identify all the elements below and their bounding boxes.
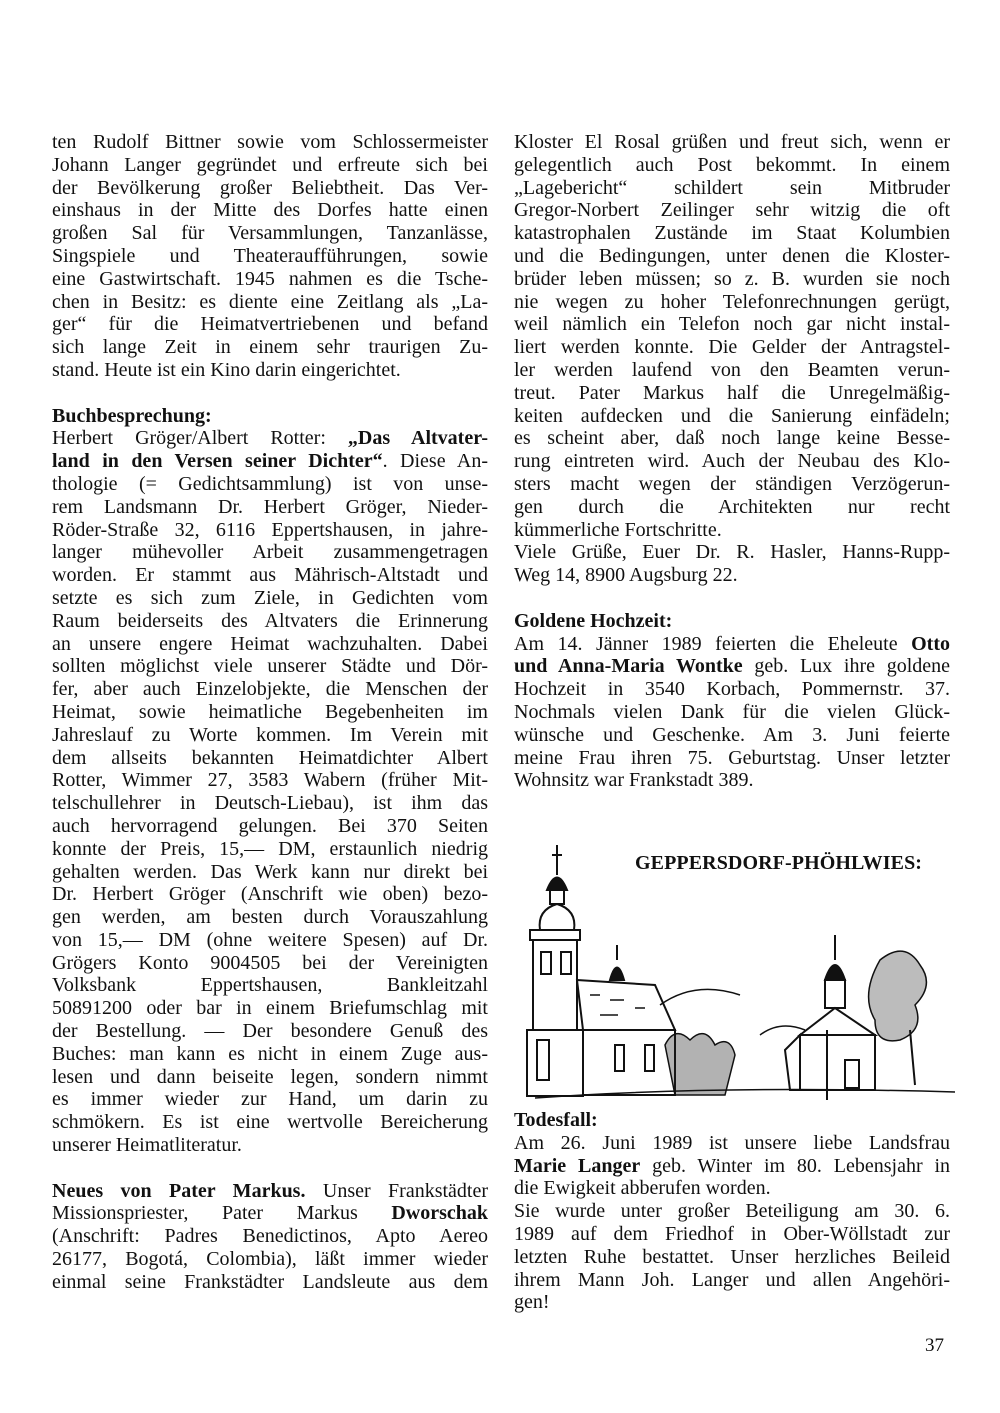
bold-text: Goldene Hochzeit: bbox=[514, 609, 673, 632]
text-segment: geb. Winter im 80. Lebensjahr in bbox=[640, 1154, 951, 1177]
text-line bbox=[52, 450, 488, 473]
text-line: treut. Pater Markus half die Unregelmäßig- bbox=[514, 381, 950, 404]
text-line: Johann Langer gegründet und erfreute sich bei bbox=[52, 153, 488, 176]
paragraph bbox=[52, 131, 488, 382]
bold-text: Todesfall: bbox=[514, 1109, 598, 1131]
text-line: liert werden konnte. Die Gelder der Antragstel- bbox=[514, 336, 950, 359]
text-line bbox=[514, 610, 950, 633]
text-line: einmal seine Frankstädter Landsleute aus dem bbox=[52, 1270, 488, 1293]
blank-line bbox=[514, 587, 950, 610]
text-line: rem Landsmann Dr. Herbert Gröger, Nieder- bbox=[52, 495, 488, 518]
text-line: (Anschrift: Padres Benedictinos, Apto Aereo bbox=[52, 1225, 488, 1248]
text-line: chen in Besitz: es diente eine Zeitlang als „La- bbox=[52, 290, 488, 313]
text-line: worden. Er stammt aus Mährisch-Altstadt und bbox=[52, 564, 488, 587]
section-heading bbox=[52, 405, 488, 428]
text-line: und die Bedingungen, unter denen die Kloster- bbox=[514, 244, 950, 267]
text-line: sters macht wegen der ständigen Verzögerun- bbox=[514, 472, 950, 495]
geppersdorf-figure bbox=[515, 830, 960, 1105]
text-line: sollten möglichst viele unserer Städte und Dör- bbox=[52, 655, 488, 678]
text-line: auch hervorragend gelungen. Bei 370 Seiten bbox=[52, 814, 488, 837]
text-line: ler werden laufend von den Beamten verun- bbox=[514, 358, 950, 381]
text-line: Rotter, Wimmer 27, 3583 Wabern (früher Mit- bbox=[52, 769, 488, 792]
text-line: unserer Heimatliteratur. bbox=[52, 1134, 242, 1157]
text-line: stand. Heute ist ein Kino darin eingerichtet. bbox=[52, 358, 401, 381]
section-heading-geppersdorf: GEPPERSDORF-PHÖHLWIES: bbox=[635, 852, 923, 874]
blank-line bbox=[52, 1157, 488, 1180]
bold-text: und Anna-Maria Wontke bbox=[514, 655, 743, 678]
text-line: großen Sal für Versammlungen, Tanzanlässe, bbox=[52, 222, 488, 245]
text-line bbox=[514, 633, 950, 656]
text-line: schmökern. Es ist eine wertvolle Bereicherung bbox=[52, 1111, 488, 1134]
text-line bbox=[514, 1109, 950, 1132]
text-line: dem allseits bekannten Heimatdichter Albert bbox=[52, 746, 488, 769]
text-line: von 15,— DM (ohne weitere Spesen) auf Dr. bbox=[52, 928, 488, 951]
text-line: Grögers Konto 9004505 bei der Vereinigten bbox=[52, 951, 488, 974]
text-line: es scheint aber, daß noch lange keine Besse- bbox=[514, 427, 950, 450]
text-segment: Am 14. Jänner 1989 feierten die Eheleute bbox=[514, 632, 912, 655]
text-line: Singspiele und Theateraufführungen, sowie bbox=[52, 244, 488, 267]
text-line: Viele Grüße, Euer Dr. R. Hasler, Hanns-Rupp- bbox=[514, 541, 950, 564]
text-line: die Ewigkeit abberufen worden. bbox=[514, 1177, 771, 1200]
text-line: 26177, Bogotá, Colombia), läßt immer wieder bbox=[52, 1248, 488, 1271]
text-line bbox=[52, 405, 488, 428]
text-segment: geb. Lux ihre goldene bbox=[742, 655, 951, 678]
text-line: eine Gastwirtschaft. 1945 nahmen es die Tsche- bbox=[52, 267, 488, 290]
text-line: weil nämlich ein Telefon noch gar nicht instal- bbox=[514, 313, 950, 336]
bold-text: Buchbesprechung: bbox=[52, 404, 212, 427]
text-line: kümmerliche Fortschritte. bbox=[514, 518, 722, 541]
text-line: meine Frau ihren 75. Geburtstag. Unser letzter bbox=[514, 746, 950, 769]
bold-text: „Das Altvater- bbox=[347, 427, 488, 450]
text-line: gehalten werden. Das Werk kann nur direkt bei bbox=[52, 860, 488, 883]
text-line: gen werden, am besten durch Vorauszahlung bbox=[52, 906, 488, 929]
text-line: Hochzeit in 3540 Korbach, Pommernstr. 37. bbox=[514, 678, 950, 701]
blank-line bbox=[52, 382, 488, 405]
text-line: nie wegen zu hoher Telefonrechnungen gerügt, bbox=[514, 290, 950, 313]
text-line: Jahreslauf zu Worte kommen. Im Verein mit bbox=[52, 723, 488, 746]
text-segment: Herbert Gröger/Albert Rotter: bbox=[52, 427, 348, 450]
text-line: lesen und dann beiseite legen, sondern nimmt bbox=[52, 1065, 488, 1088]
text-line: letzten Ruhe bestattet. Unser herzliches Beileid bbox=[514, 1245, 950, 1268]
text-line: wünsche und Geschenke. Am 3. Juni feierte bbox=[514, 723, 950, 746]
paragraph bbox=[52, 1180, 488, 1294]
text-line bbox=[514, 655, 950, 678]
text-line: Heimat, sowie heimatliche Begebenheiten im bbox=[52, 700, 488, 723]
text-line: gen durch die Architekten nur recht bbox=[514, 495, 950, 518]
text-line: langer mühevoller Arbeit zusammengetragen bbox=[52, 541, 488, 564]
text-line bbox=[514, 1155, 950, 1178]
text-line: Gregor-Norbert Zeilinger sehr witzig die oft bbox=[514, 199, 950, 222]
paragraph bbox=[52, 427, 488, 1157]
paragraph bbox=[514, 1200, 950, 1314]
text-line: setzte es sich zum Ziele, in Gedichten vom bbox=[52, 586, 488, 609]
text-line: gelegentlich auch Post bekommt. In einem bbox=[514, 153, 950, 176]
text-line: konnte der Preis, 15,— DM, erstaunlich niedrig bbox=[52, 837, 488, 860]
text-line: Kloster El Rosal grüßen und freut sich, wenn er bbox=[514, 131, 950, 153]
text-line bbox=[52, 427, 488, 450]
text-line: rung eintreten wird. Auch der Neubau des Klo- bbox=[514, 450, 950, 473]
section-heading bbox=[514, 1109, 950, 1132]
text-line: Raum beiderseits des Altvaters die Erinnerung bbox=[52, 609, 488, 632]
right-column-bottom bbox=[514, 1109, 950, 1314]
bold-text: land in den Versen seiner Dichter“ bbox=[52, 450, 383, 473]
text-segment: . Diese An- bbox=[382, 450, 488, 473]
text-line: Röder-Straße 32, 6116 Eppertshausen, in jahre- bbox=[52, 518, 488, 541]
text-line: an unsere engere Heimat wachzuhalten. Dabei bbox=[52, 632, 488, 655]
text-line: Wohnsitz war Frankstadt 389. bbox=[514, 769, 754, 792]
text-line: Am 26. Juni 1989 ist unsere liebe Landsfrau bbox=[514, 1131, 950, 1154]
text-line: katastrophalen Zustände im Staat Kolumbien bbox=[514, 222, 950, 245]
bold-text: Neues von Pater Markus. bbox=[52, 1179, 306, 1202]
text-line: es immer wieder zur Hand, um darin zu bbox=[52, 1088, 488, 1111]
bold-text: Marie Langer bbox=[514, 1154, 641, 1177]
text-line: Volksbank Eppertshausen, Bankleitzahl bbox=[52, 974, 488, 997]
text-line: Sie wurde unter großer Beteiligung am 30. 6. bbox=[514, 1200, 950, 1223]
text-line: Nochmals vielen Dank für die vielen Glück- bbox=[514, 700, 950, 723]
page-number: 37 bbox=[925, 1335, 944, 1356]
bold-text: Otto bbox=[911, 632, 950, 655]
text-line: brüder leben müssen; so z. B. wurden sie noch bbox=[514, 267, 950, 290]
text-line bbox=[52, 1202, 488, 1225]
right-column-top bbox=[514, 131, 950, 792]
text-line: Weg 14, 8900 Augsburg 22. bbox=[514, 564, 738, 587]
text-segment: Missionspriester, Pater Markus bbox=[52, 1202, 392, 1225]
text-line: „Lagebericht“ schildert sein Mitbruder bbox=[514, 176, 950, 199]
paragraph bbox=[514, 633, 950, 793]
text-line: 1989 auf dem Friedhof in Ober-Wöllstadt zur bbox=[514, 1222, 950, 1245]
text-line: 50891200 oder bar in einem Briefumschlag mit bbox=[52, 997, 488, 1020]
bold-text: Dworschak bbox=[391, 1202, 488, 1225]
text-line: telschullehrer in Deutsch-Liebau), ist ihm das bbox=[52, 792, 488, 815]
paragraph bbox=[514, 541, 950, 587]
text-line: der Bevölkerung großer Beliebtheit. Das Ver- bbox=[52, 176, 488, 199]
text-line: thologie (= Gedichtsammlung) ist von unse- bbox=[52, 472, 488, 495]
paragraph bbox=[514, 131, 950, 541]
text-line: fer, aber auch Einzelobjekte, die Menschen der bbox=[52, 678, 488, 701]
text-line bbox=[52, 1180, 488, 1203]
text-segment: Unser Frankstädter bbox=[305, 1179, 489, 1202]
text-line: der Bestellung. — Der besondere Genuß des bbox=[52, 1020, 488, 1043]
text-line: Dr. Herbert Gröger (Anschrift wie oben) bezo- bbox=[52, 883, 488, 906]
text-line: gen! bbox=[514, 1291, 550, 1314]
section-heading bbox=[514, 610, 950, 633]
text-line: sich lange Zeit in einem sehr traurigen Zu- bbox=[52, 336, 488, 359]
text-line: ten Rudolf Bittner sowie vom Schlossermeister bbox=[52, 131, 488, 153]
left-column bbox=[52, 131, 488, 1294]
text-line: ihrem Mann Joh. Langer und allen Angehöri- bbox=[514, 1268, 950, 1291]
text-line: keiten aufdecken und die Sanierung einfädeln; bbox=[514, 404, 950, 427]
text-line: Buches: man kann es nicht in einem Zuge aus- bbox=[52, 1042, 488, 1065]
text-line: einshaus in der Mitte des Dorfes hatte einen bbox=[52, 199, 488, 222]
paragraph bbox=[514, 1132, 950, 1200]
text-line: ger“ für die Heimatvertriebenen und befand bbox=[52, 313, 488, 336]
